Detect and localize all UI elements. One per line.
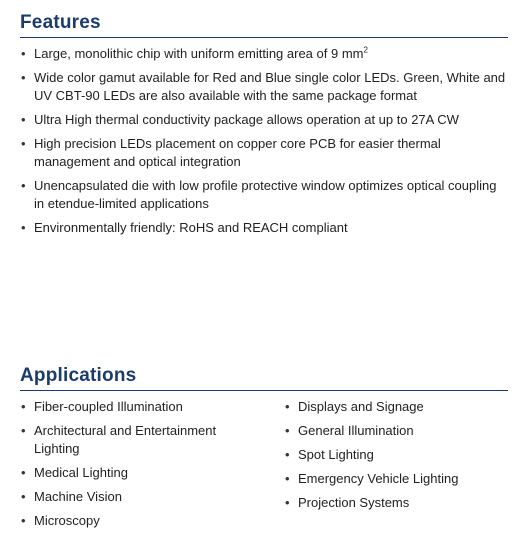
applications-heading: Applications xyxy=(20,365,137,386)
applications-list-right xyxy=(284,398,514,518)
application-item: • Spot Lighting xyxy=(284,446,514,464)
feature-text: Ultra High thermal conductivity package allows operation at up to 27A CW xyxy=(34,112,459,127)
application-item: • Machine Vision xyxy=(20,488,260,506)
feature-text: High precision LEDs placement on copper core PCB for easier thermal management and optical integration xyxy=(34,136,441,169)
application-item: • Fiber-coupled Illumination xyxy=(20,398,260,416)
feature-text: Wide color gamut available for Red and Blue single color LEDs. Green, White and UV CBT-90 LEDs are also available with the same package format xyxy=(34,70,506,103)
features-list xyxy=(20,45,508,243)
feature-item xyxy=(20,111,508,129)
application-item: • Emergency Vehicle Lighting xyxy=(284,470,514,488)
feature-item xyxy=(20,219,508,237)
feature-superscript: 2 xyxy=(363,45,368,55)
features-heading: Features xyxy=(20,12,101,33)
features-divider xyxy=(20,37,508,38)
feature-item xyxy=(20,69,508,105)
application-item: • Medical Lighting xyxy=(20,464,260,482)
applications-divider xyxy=(20,390,508,391)
feature-item xyxy=(20,177,508,213)
application-item: • Displays and Signage xyxy=(284,398,514,416)
feature-item xyxy=(20,45,508,63)
application-item: • Architectural and Entertainment Lighting xyxy=(20,422,260,458)
application-item: • Microscopy xyxy=(20,512,260,530)
feature-item xyxy=(20,135,508,171)
application-item: • Projection Systems xyxy=(284,494,514,512)
feature-text: Unencapsulated die with low profile protective window optimizes optical coupling in etendue-limited applications xyxy=(34,178,497,211)
application-item: • General Illumination xyxy=(284,422,514,440)
feature-text: Environmentally friendly: RoHS and REACH compliant xyxy=(34,220,348,235)
feature-text: Large, monolithic chip with uniform emitting area of 9 mm xyxy=(34,46,364,61)
applications-list-left xyxy=(20,398,260,536)
